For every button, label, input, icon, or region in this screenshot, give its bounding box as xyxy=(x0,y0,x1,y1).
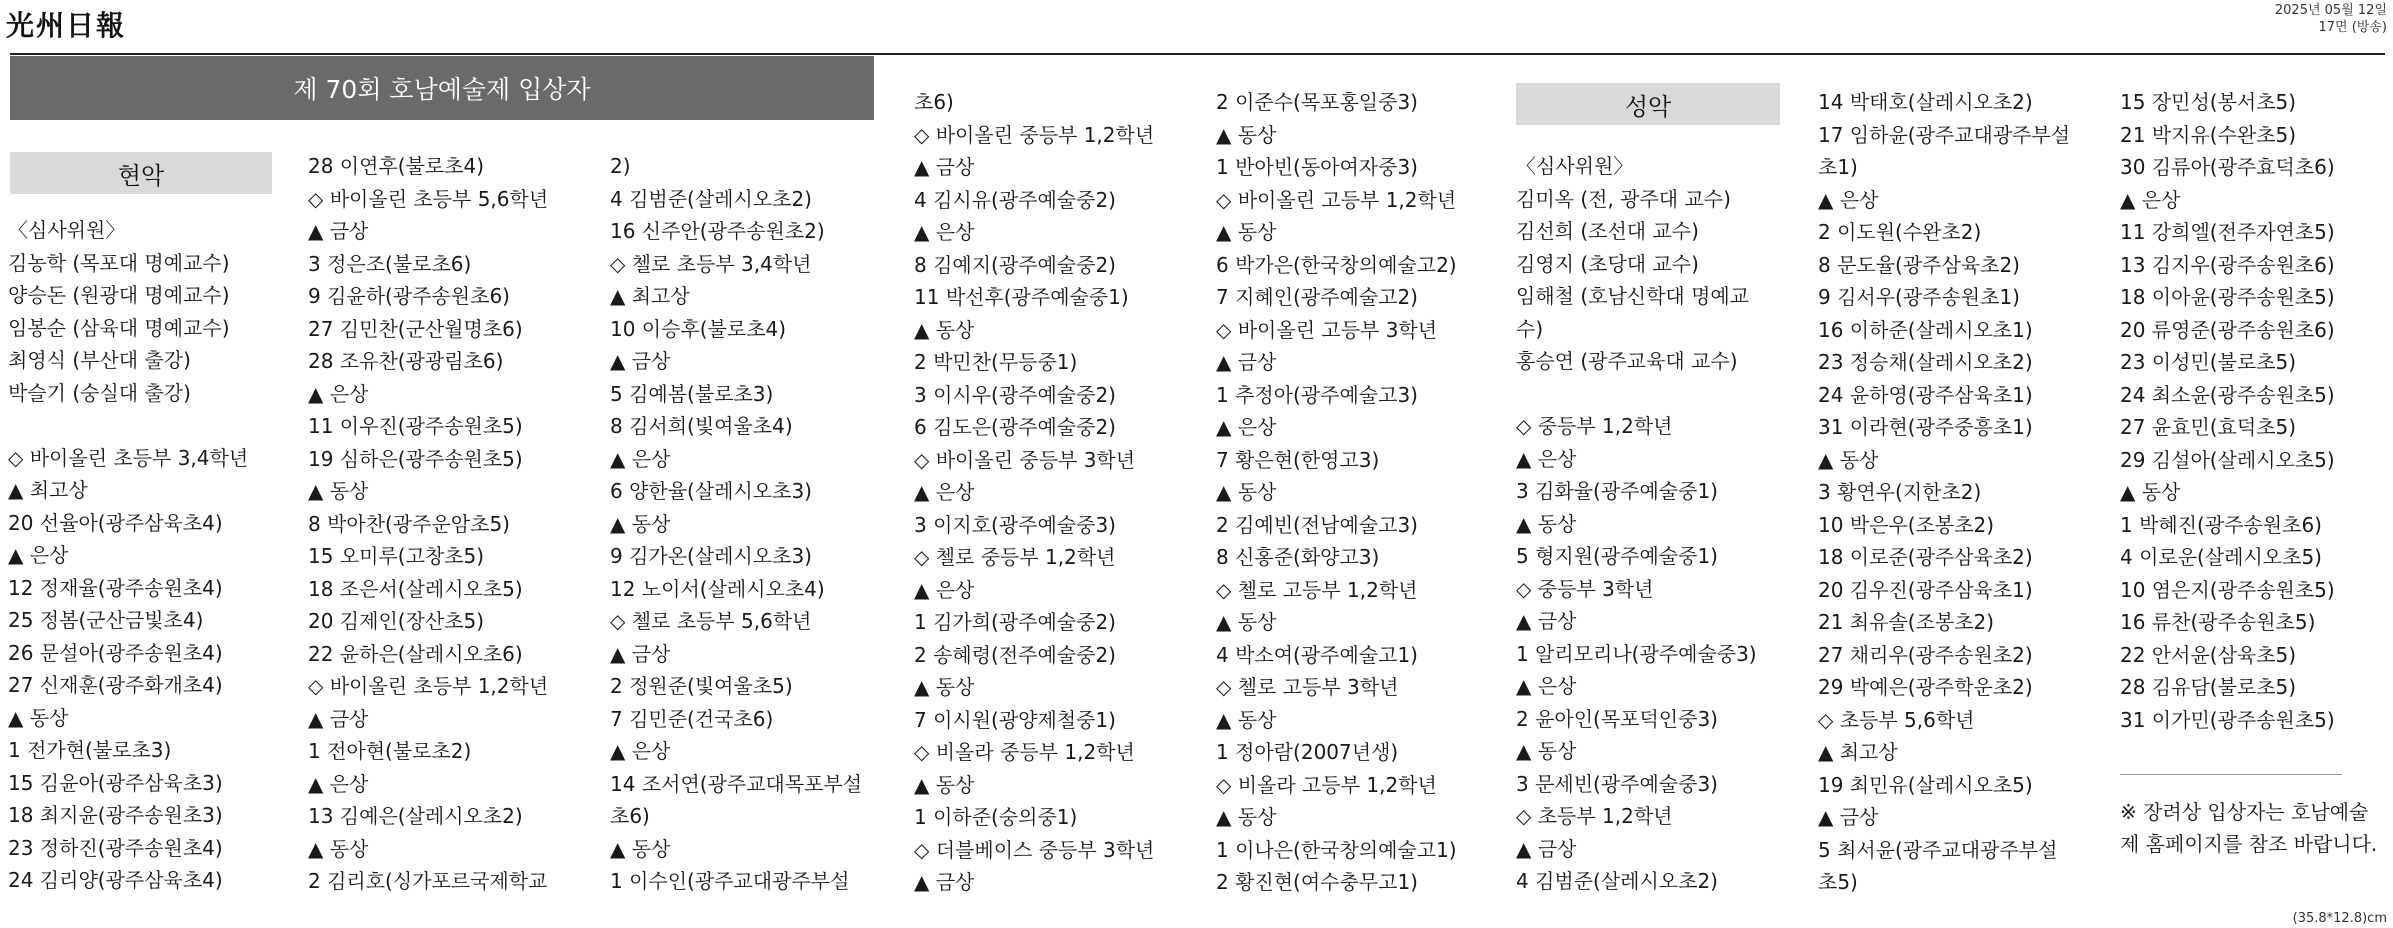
result-line: 8 문도율(광주삼육초2) xyxy=(1818,252,2020,277)
result-line: ◇ 바이올린 고등부 3학년 xyxy=(1216,317,1438,342)
result-line: 20 선율아(광주삼육초4) xyxy=(8,510,223,535)
section-header-hyeonak: 현악 xyxy=(10,152,272,194)
footnote: ※ 장려상 입상자는 호남예술제 홈페이지를 참조 바랍니다. xyxy=(2120,800,2378,856)
result-line: 13 김예은(살레시오초2) xyxy=(308,804,523,828)
result-line: 임해철 (호남신학대 명예교 xyxy=(1516,284,1750,308)
article-headline: 제 70회 호남예술제 입상자 xyxy=(10,56,874,120)
result-line: ▲ 은상 xyxy=(610,739,671,763)
result-line: 임봉순 (삼육대 명예교수) xyxy=(8,315,230,340)
result-line: 초5) xyxy=(1818,870,1858,894)
result-line: 4 김범준(살레시오초2) xyxy=(610,186,812,211)
result-line: 김미옥 (전, 광주대 교수) xyxy=(1516,186,1731,211)
result-line: 9 김윤하(광주송원초6) xyxy=(308,284,510,308)
result-line: 4 김시유(광주예술중2) xyxy=(914,187,1116,212)
result-line: 27 채리우(광주송원초2) xyxy=(1818,642,2033,667)
result-line: ◇ 더블베이스 중등부 3학년 xyxy=(914,837,1155,862)
result-line: 15 오미루(고창초5) xyxy=(308,544,485,568)
result-line: 18 조은서(살레시오초5) xyxy=(308,576,523,601)
result-line: ▲ 동상 xyxy=(1216,805,1277,829)
result-line: ▲ 은상 xyxy=(914,220,975,244)
result-line: 22 안서윤(삼육초5) xyxy=(2120,642,2297,667)
result-line: 29 박예은(광주학운초2) xyxy=(1818,675,2033,699)
result-line: 24 윤하영(광주삼육초1) xyxy=(1818,382,2033,407)
result-line: 26 문설아(광주송원초4) xyxy=(8,640,223,665)
result-line: 8 김서희(빛여울초4) xyxy=(610,414,793,438)
result-line: 1 박혜진(광주송원초6) xyxy=(2120,512,2322,537)
result-line: ▲ 은상 xyxy=(914,480,975,504)
result-line: 2 이도원(수완초2) xyxy=(1818,220,1982,244)
result-line: 1 이하준(숭의중1) xyxy=(914,805,1078,829)
result-line: 5 최서윤(광주교대광주부설 xyxy=(1818,837,2058,862)
result-line: 27 신재훈(광주화개초4) xyxy=(8,673,223,697)
result-line: 박슬기 (숭실대 출강) xyxy=(8,380,191,405)
result-line: 10 이승후(불로초4) xyxy=(610,316,787,341)
result-line: 1 김가희(광주예술중2) xyxy=(914,610,1116,634)
result-line: ▲ 동상 xyxy=(1216,610,1277,634)
result-line: 1 전가현(불로초3) xyxy=(8,738,172,762)
result-line: 2 송혜령(전주예술중2) xyxy=(914,642,1116,667)
result-line: 3 문세빈(광주예술중3) xyxy=(1516,771,1718,796)
result-line: 27 윤효민(효덕초5) xyxy=(2120,415,2297,439)
note-divider xyxy=(2120,774,2342,775)
result-line: 수) xyxy=(1516,316,1544,341)
result-line: 31 이가민(광주송원초5) xyxy=(2120,707,2335,732)
result-line: ▲ 동상 xyxy=(610,836,671,861)
result-line: 4 이로운(살레시오초5) xyxy=(2120,545,2322,569)
result-line: 〈심사위원〉 xyxy=(8,218,126,242)
result-line: ◇ 바이올린 초등부 3,4학년 xyxy=(8,445,249,470)
result-line: 20 김제인(장산초5) xyxy=(308,609,485,633)
result-line: ◇ 바이올린 중등부 3학년 xyxy=(914,447,1136,472)
result-line: 8 신홍준(화양고3) xyxy=(1216,545,1380,569)
result-line: 10 염은지(광주송원초5) xyxy=(2120,577,2335,602)
result-line: ◇ 첼로 고등부 1,2학년 xyxy=(1216,577,1418,602)
result-line: ▲ 동상 xyxy=(1516,511,1577,536)
result-line: 양승돈 (원광대 명예교수) xyxy=(8,283,230,307)
result-line: 1 추정아(광주예술고3) xyxy=(1216,382,1418,407)
result-line: 3 황연우(지한초2) xyxy=(1818,480,1982,504)
result-line: ▲ 동상 xyxy=(2120,480,2181,504)
result-line: 7 황은현(한영고3) xyxy=(1216,447,1380,472)
result-line: 1 알리모리나(광주예술중3) xyxy=(1516,641,1757,666)
result-line: 초6) xyxy=(914,90,954,114)
result-line: ▲ 최고상 xyxy=(8,478,88,502)
result-line: 3 김화율(광주예술중1) xyxy=(1516,479,1718,503)
result-line: 1 반아빈(동아여자중3) xyxy=(1216,155,1418,179)
result-line: ▲ 금상 xyxy=(1516,836,1577,861)
result-line: 11 박선후(광주예술중1) xyxy=(914,285,1129,309)
result-line: 8 김예지(광주예술중2) xyxy=(914,252,1116,277)
result-line: ▲ 은상 xyxy=(610,446,671,471)
result-line: ◇ 바이올린 고등부 1,2학년 xyxy=(1216,187,1457,212)
result-line: 11 이우진(광주송원초5) xyxy=(308,414,523,438)
page-info: 17면 (방송) xyxy=(2318,20,2387,35)
result-line: ▲ 은상 xyxy=(1216,415,1277,439)
result-line: 2 박민찬(무등중1) xyxy=(914,350,1078,374)
result-line: ◇ 바이올린 초등부 5,6학년 xyxy=(308,186,549,211)
result-line: 2 황진현(여수충무고1) xyxy=(1216,870,1418,894)
result-line: 16 이하준(살레시오초1) xyxy=(1818,317,2033,342)
result-line: ▲ 동상 xyxy=(308,479,369,503)
issue-date: 2025년 05월 12일 xyxy=(2274,3,2387,18)
result-line: ▲ 은상 xyxy=(1818,187,1879,212)
result-line: ▲ 금상 xyxy=(1216,350,1277,374)
result-line: 1 전아현(불로초2) xyxy=(308,739,472,763)
result-line: 3 정은조(불로초6) xyxy=(308,251,472,276)
result-line: 6 양한율(살레시오초3) xyxy=(610,479,812,503)
result-line: 6 박가은(한국창의예술고2) xyxy=(1216,252,1457,277)
dateline xyxy=(2275,2,2387,36)
result-line: 홍승연 (광주교육대 교수) xyxy=(1516,349,1738,373)
result-line: ▲ 금상 xyxy=(610,641,671,666)
result-line: 1 이수인(광주교대광주부설 xyxy=(610,869,850,893)
result-line: 14 박태호(살레시오초2) xyxy=(1818,90,2033,114)
result-line: 18 최지윤(광주송원초3) xyxy=(8,803,223,827)
result-line: 김영지 (초당대 교수) xyxy=(1516,251,1699,276)
result-line: 16 류찬(광주송원초5) xyxy=(2120,610,2316,634)
result-line: 20 김우진(광주삼육초1) xyxy=(1818,577,2033,602)
result-line: ◇ 바이올린 중등부 1,2학년 xyxy=(914,122,1155,147)
result-line: ◇ 첼로 고등부 3학년 xyxy=(1216,675,1399,699)
result-line: 초6) xyxy=(610,804,650,828)
result-line: ◇ 초등부 5,6학년 xyxy=(1818,707,1975,732)
result-line: 1 정아람(2007년생) xyxy=(1216,740,1399,764)
result-line: 3 이지호(광주예술중3) xyxy=(914,512,1116,537)
result-line: 28 조유찬(광광림초6) xyxy=(308,349,504,373)
result-line: ◇ 비올라 중등부 1,2학년 xyxy=(914,740,1135,764)
result-line: 19 최민유(살레시오초5) xyxy=(1818,772,2033,797)
result-line: ▲ 동상 xyxy=(1216,122,1277,147)
result-line: ▲ 은상 xyxy=(914,577,975,602)
result-line: ▲ 동상 xyxy=(914,317,975,342)
result-line: ▲ 동상 xyxy=(610,511,671,536)
result-line: 22 윤하은(살레시오초6) xyxy=(308,641,523,666)
result-line: ▲ 금상 xyxy=(308,219,369,243)
result-line: 2 김예빈(전남예술고3) xyxy=(1216,512,1418,537)
result-line: ▲ 최고상 xyxy=(610,284,690,308)
result-line: 24 김리양(광주삼육초4) xyxy=(8,868,223,892)
result-line: ◇ 첼로 초등부 3,4학년 xyxy=(610,251,812,276)
result-line: ▲ 동상 xyxy=(914,772,975,797)
result-line: 29 김설아(살레시오초5) xyxy=(2120,447,2335,472)
result-line: 7 이시원(광양제철중1) xyxy=(914,707,1116,732)
result-line: 23 정하진(광주송원초4) xyxy=(8,835,223,860)
result-line: ◇ 바이올린 초등부 1,2학년 xyxy=(308,674,549,698)
result-line: 최영식 (부산대 출강) xyxy=(8,348,191,372)
result-line: 19 심하은(광주송원초5) xyxy=(308,446,523,471)
result-line: ▲ 동상 xyxy=(1216,220,1277,244)
result-line: ▲ 은상 xyxy=(1516,446,1577,471)
result-line: ▲ 최고상 xyxy=(1818,740,1898,764)
result-line: 12 노이서(살레시오초4) xyxy=(610,576,825,601)
result-line: ◇ 중등부 3학년 xyxy=(1516,576,1654,601)
result-line: ▲ 금상 xyxy=(1818,805,1879,829)
result-line: 27 김민찬(군산월명초6) xyxy=(308,316,523,341)
result-line: 5 김예봄(불로초3) xyxy=(610,381,774,406)
result-line: ▲ 동상 xyxy=(914,675,975,699)
result-line: 20 류영준(광주송원초6) xyxy=(2120,317,2335,342)
result-line: 18 이로준(광주삼육초2) xyxy=(1818,545,2033,569)
result-line: 7 김민준(건국초6) xyxy=(610,706,774,731)
result-line: ▲ 금상 xyxy=(914,870,975,894)
result-line: ▲ 동상 xyxy=(8,705,69,730)
result-line: 23 정승채(살레시오초2) xyxy=(1818,350,2033,374)
result-line: 4 김범준(살레시오초2) xyxy=(1516,869,1718,893)
result-line: 18 이아윤(광주송원초5) xyxy=(2120,285,2335,309)
result-line: 23 이성민(불로초5) xyxy=(2120,350,2297,374)
result-line: 9 김서우(광주송원초1) xyxy=(1818,285,2020,309)
result-line: 12 정재율(광주송원초4) xyxy=(8,575,223,600)
section-header-seongak: 성악 xyxy=(1516,83,1780,125)
result-line: 6 김도은(광주예술중2) xyxy=(914,415,1116,439)
result-line: 10 박은우(조봉초2) xyxy=(1818,512,1995,537)
result-line: ◇ 비올라 고등부 1,2학년 xyxy=(1216,772,1437,797)
result-line: ▲ 은상 xyxy=(308,771,369,796)
result-line: ▲ 금상 xyxy=(610,349,671,373)
result-line: 2 김리호(싱가포르국제학교 xyxy=(308,869,548,893)
result-line: 14 조서연(광주교대목포부설 xyxy=(610,771,863,796)
result-line: 28 김유담(불로초5) xyxy=(2120,675,2297,699)
result-line: ▲ 동상 xyxy=(308,836,369,861)
result-line: 11 강희엘(전주자연초5) xyxy=(2120,220,2335,244)
result-line: 17 임하윤(광주교대광주부설 xyxy=(1818,122,2071,147)
result-line: ▲ 금상 xyxy=(308,706,369,731)
result-line: 21 박지유(수완초5) xyxy=(2120,122,2297,147)
result-line: 4 박소여(광주예술고1) xyxy=(1216,642,1418,667)
result-line: 15 김윤아(광주삼육초3) xyxy=(8,770,223,795)
result-line: 김선희 (조선대 교수) xyxy=(1516,219,1699,243)
result-line: 13 김지우(광주송원초6) xyxy=(2120,252,2335,277)
result-line: 9 김가온(살레시오초3) xyxy=(610,544,812,568)
result-line: ▲ 은상 xyxy=(1516,674,1577,698)
result-line: ▲ 동상 xyxy=(1216,707,1277,732)
result-line: 15 장민성(봉서초5) xyxy=(2120,90,2297,114)
result-line: ▲ 동상 xyxy=(1818,447,1879,472)
result-line: 2 정원준(빛여울초5) xyxy=(610,674,793,698)
result-line: ▲ 동상 xyxy=(1516,739,1577,763)
newspaper-masthead: 光州日報 xyxy=(6,9,127,42)
result-line: 〈심사위원〉 xyxy=(1516,154,1634,178)
result-line: ▲ 은상 xyxy=(8,543,69,567)
result-line: 1 이나은(한국창의예술고1) xyxy=(1216,837,1457,862)
result-line: 7 지혜인(광주예술고2) xyxy=(1216,285,1418,309)
result-line: 3 이시우(광주예술중2) xyxy=(914,382,1116,407)
result-line: 21 최유솔(조봉초2) xyxy=(1818,610,1995,634)
result-line: 초1) xyxy=(1818,155,1858,179)
result-line: ▲ 은상 xyxy=(2120,187,2181,212)
result-line: ▲ 동상 xyxy=(1216,480,1277,504)
result-line: 31 이라현(광주중흥초1) xyxy=(1818,415,2033,439)
result-line: ▲ 은상 xyxy=(308,381,369,406)
result-line: 2 이준수(목포홍일중3) xyxy=(1216,90,1418,114)
result-line: 30 김류아(광주효덕초6) xyxy=(2120,155,2335,179)
result-line: 24 최소윤(광주송원초5) xyxy=(2120,382,2335,407)
result-line: 2 윤아인(목포덕인중3) xyxy=(1516,706,1718,731)
result-line: 김농학 (목포대 명예교수) xyxy=(8,250,230,275)
result-line: ◇ 중등부 1,2학년 xyxy=(1516,414,1673,438)
result-line: ▲ 금상 xyxy=(1516,609,1577,633)
header-rule xyxy=(10,53,2385,55)
result-line: 28 이연후(불로초4) xyxy=(308,154,485,178)
result-line: ▲ 금상 xyxy=(914,155,975,179)
result-line: ◇ 첼로 중등부 1,2학년 xyxy=(914,545,1116,569)
result-line: 5 형지원(광주예술중1) xyxy=(1516,544,1718,568)
result-line: 25 정봄(군산금빛초4) xyxy=(8,608,204,632)
result-line: 2) xyxy=(610,154,631,178)
result-line: ◇ 초등부 1,2학년 xyxy=(1516,804,1673,828)
result-line: 16 신주안(광주송원초2) xyxy=(610,219,825,243)
ad-size-label: (35.8*12.8)cm xyxy=(2292,911,2387,926)
result-line: 8 박아찬(광주운암초5) xyxy=(308,511,510,536)
result-line: ◇ 첼로 초등부 5,6학년 xyxy=(610,609,812,633)
